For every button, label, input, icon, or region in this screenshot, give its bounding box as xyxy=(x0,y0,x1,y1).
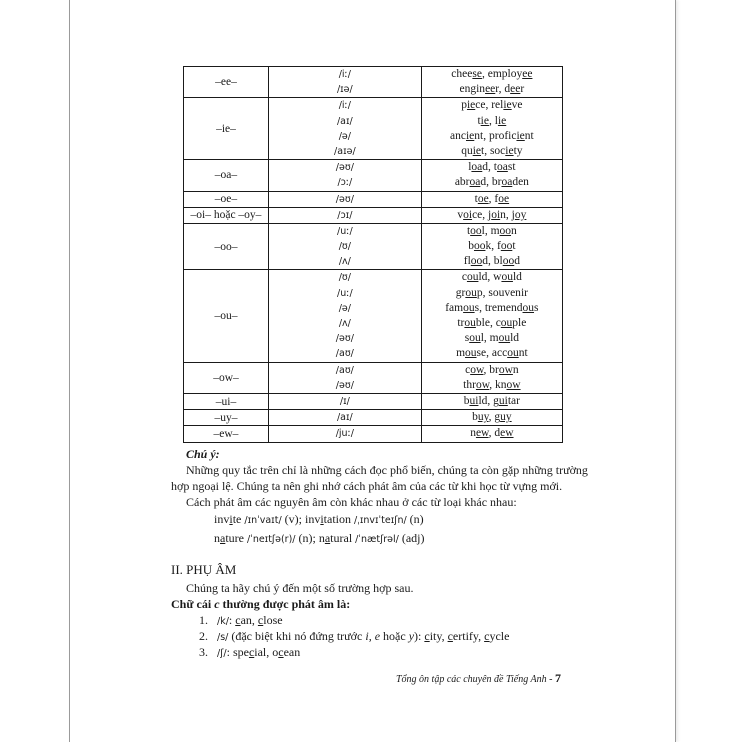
ipa-symbol: /uː/ xyxy=(337,287,353,299)
table-row xyxy=(184,410,563,426)
page-footer: Tổng ôn tập các chuyên đề Tiếng Anh - 7 xyxy=(396,671,561,685)
table-row xyxy=(184,426,563,442)
table-row xyxy=(184,160,563,191)
example-words: abroad, broaden xyxy=(454,176,529,189)
ipa-cell xyxy=(268,98,421,160)
ipa-cell xyxy=(268,410,421,426)
ipa-symbol: /aɪ/ xyxy=(336,115,353,127)
example-words: engineer, deer xyxy=(459,83,525,96)
ipa-cell xyxy=(268,393,421,409)
vowel-pronunciation-table xyxy=(183,66,563,443)
ipa-cell xyxy=(268,191,421,207)
footer-book-title: Tổng ôn tập các chuyên đề Tiếng Anh xyxy=(396,674,547,685)
example-words: group, souvenir xyxy=(455,286,528,299)
table-row xyxy=(184,393,563,409)
ipa-symbol: /ɔɪ/ xyxy=(337,209,353,221)
example-words: cow, brown xyxy=(465,363,519,376)
letter-group-cell: –ie– xyxy=(184,98,269,160)
list-item-3: 3. /ʃ/: special, ocean xyxy=(199,645,301,659)
section-2-subheading: Chữ cái c thường được phát âm là: xyxy=(171,597,351,611)
example-words: could, would xyxy=(461,271,522,284)
ipa-symbol: /iː/ xyxy=(338,100,351,112)
ipa-symbol: /ʌ/ xyxy=(338,256,351,268)
example-words: tie, lie xyxy=(477,114,507,127)
example-words: trouble, couple xyxy=(457,317,527,329)
note-heading: Chú ý: xyxy=(186,447,220,461)
example-words: ancient, proficient xyxy=(450,129,534,142)
ipa-symbol: /ɪə/ xyxy=(336,84,353,96)
example-words: toe, foe xyxy=(474,192,510,205)
example-words: voice, join, joy xyxy=(457,208,527,221)
ipa-symbol: /aʊ/ xyxy=(335,348,354,360)
table-row xyxy=(184,98,563,160)
ipa-symbol: /ə/ xyxy=(338,302,351,314)
note-line-1: Những quy tắc trên chỉ là những cách đọc phổ biến, chúng ta còn gặp những trường xyxy=(186,463,588,477)
examples-cell xyxy=(421,207,562,223)
example-words: mouse, account xyxy=(456,347,528,360)
document-page xyxy=(69,0,676,742)
ipa-symbol: /ə/ xyxy=(338,130,351,142)
table-row xyxy=(184,223,563,270)
example-words: cheese, employee xyxy=(451,68,533,80)
example-words: load, toast xyxy=(468,161,516,174)
example-words: flood, blood xyxy=(463,255,520,268)
table-row xyxy=(184,270,563,362)
example-words: build, guitar xyxy=(463,394,520,407)
ipa-symbol: /ʊ/ xyxy=(338,241,351,253)
example-invite: invite /ɪnˈvaɪt/ (v); invitation /ˌɪnvɪˈteɪʃn/ (n) xyxy=(214,512,424,526)
ipa-symbol: /iː/ xyxy=(338,69,351,80)
ipa-cell xyxy=(268,362,421,393)
example-words: famous, tremendous xyxy=(445,301,539,314)
ipa-cell xyxy=(268,67,421,98)
ipa-symbol: /əʊ/ xyxy=(335,379,354,391)
examples-cell xyxy=(421,410,562,426)
ipa-symbol: /ʊ/ xyxy=(338,272,351,284)
examples-cell xyxy=(421,160,562,191)
ipa-symbol: /aɪə/ xyxy=(334,145,356,157)
letter-group-cell: –ou– xyxy=(184,270,269,362)
ipa-symbol: /aɪ/ xyxy=(336,412,353,424)
examples-cell xyxy=(421,223,562,270)
ipa-cell xyxy=(268,270,421,362)
letter-group-cell: –oa– xyxy=(184,160,269,191)
examples-cell xyxy=(421,98,562,160)
ipa-cell xyxy=(268,160,421,191)
table-row xyxy=(184,207,563,223)
example-nature: nature /ˈneɪtʃə(r)/ (n); natural /ˈnætʃrəl/ (adj) xyxy=(214,531,425,545)
ipa-symbol: /əʊ/ xyxy=(335,193,354,205)
note-line-2: hợp ngoại lệ. Chúng ta nên ghi nhớ cách phát âm của các từ khi học từ vựng mới. xyxy=(171,479,563,493)
letter-group-cell: –ee– xyxy=(184,67,269,98)
ipa-symbol: /ɔː/ xyxy=(337,177,353,189)
examples-cell xyxy=(421,393,562,409)
example-words: buy, guy xyxy=(472,411,512,424)
table-row xyxy=(184,67,563,98)
ipa-symbol: /əʊ/ xyxy=(335,162,354,174)
examples-cell xyxy=(421,362,562,393)
ipa-symbol: /uː/ xyxy=(337,225,353,237)
ipa-symbol: /juː/ xyxy=(335,428,354,440)
section-2-intro: Chúng ta hãy chú ý đến một số trường hợp sau. xyxy=(186,581,414,595)
letter-group-cell: –ew– xyxy=(184,426,269,442)
example-words: tool, moon xyxy=(466,224,517,237)
ipa-symbol: /ɪ/ xyxy=(339,395,350,407)
examples-cell xyxy=(421,67,562,98)
letter-group-cell: –ui– xyxy=(184,393,269,409)
list-item-1: 1. /k/: can, close xyxy=(199,613,283,627)
table-row xyxy=(184,191,563,207)
ipa-cell xyxy=(268,426,421,442)
ipa-cell xyxy=(268,223,421,270)
section-2-title: II. PHỤ ÂM xyxy=(171,562,237,577)
table-row xyxy=(184,362,563,393)
example-words: soul, mould xyxy=(464,332,520,345)
letter-group-cell: –oi– hoặc –oy– xyxy=(184,207,269,223)
letter-group-cell: –ow– xyxy=(184,362,269,393)
examples-cell xyxy=(421,426,562,442)
examples-cell xyxy=(421,191,562,207)
ipa-cell xyxy=(268,207,421,223)
example-words: book, foot xyxy=(468,240,516,253)
ipa-symbol: /aʊ/ xyxy=(335,364,354,376)
example-words: piece, relieve xyxy=(461,99,523,112)
note-line-3: Cách phát âm các nguyên âm còn khác nhau ở các từ loại khác nhau: xyxy=(186,495,517,509)
example-words: throw, know xyxy=(463,378,521,391)
examples-cell xyxy=(421,270,562,362)
letter-group-cell: –oo– xyxy=(184,223,269,270)
example-words: quiet, society xyxy=(461,144,523,157)
page-number: 7 xyxy=(554,671,561,685)
ipa-symbol: /ʌ/ xyxy=(338,318,351,329)
example-words: new, dew xyxy=(470,427,514,440)
letter-group-cell: –uy– xyxy=(184,410,269,426)
list-item-2: 2. /s/ (đặc biệt khi nó đứng trước i, e hoặc y): city, certify, cycle xyxy=(199,629,510,643)
letter-group-cell: –oe– xyxy=(184,191,269,207)
ipa-symbol: /əʊ/ xyxy=(335,333,354,345)
